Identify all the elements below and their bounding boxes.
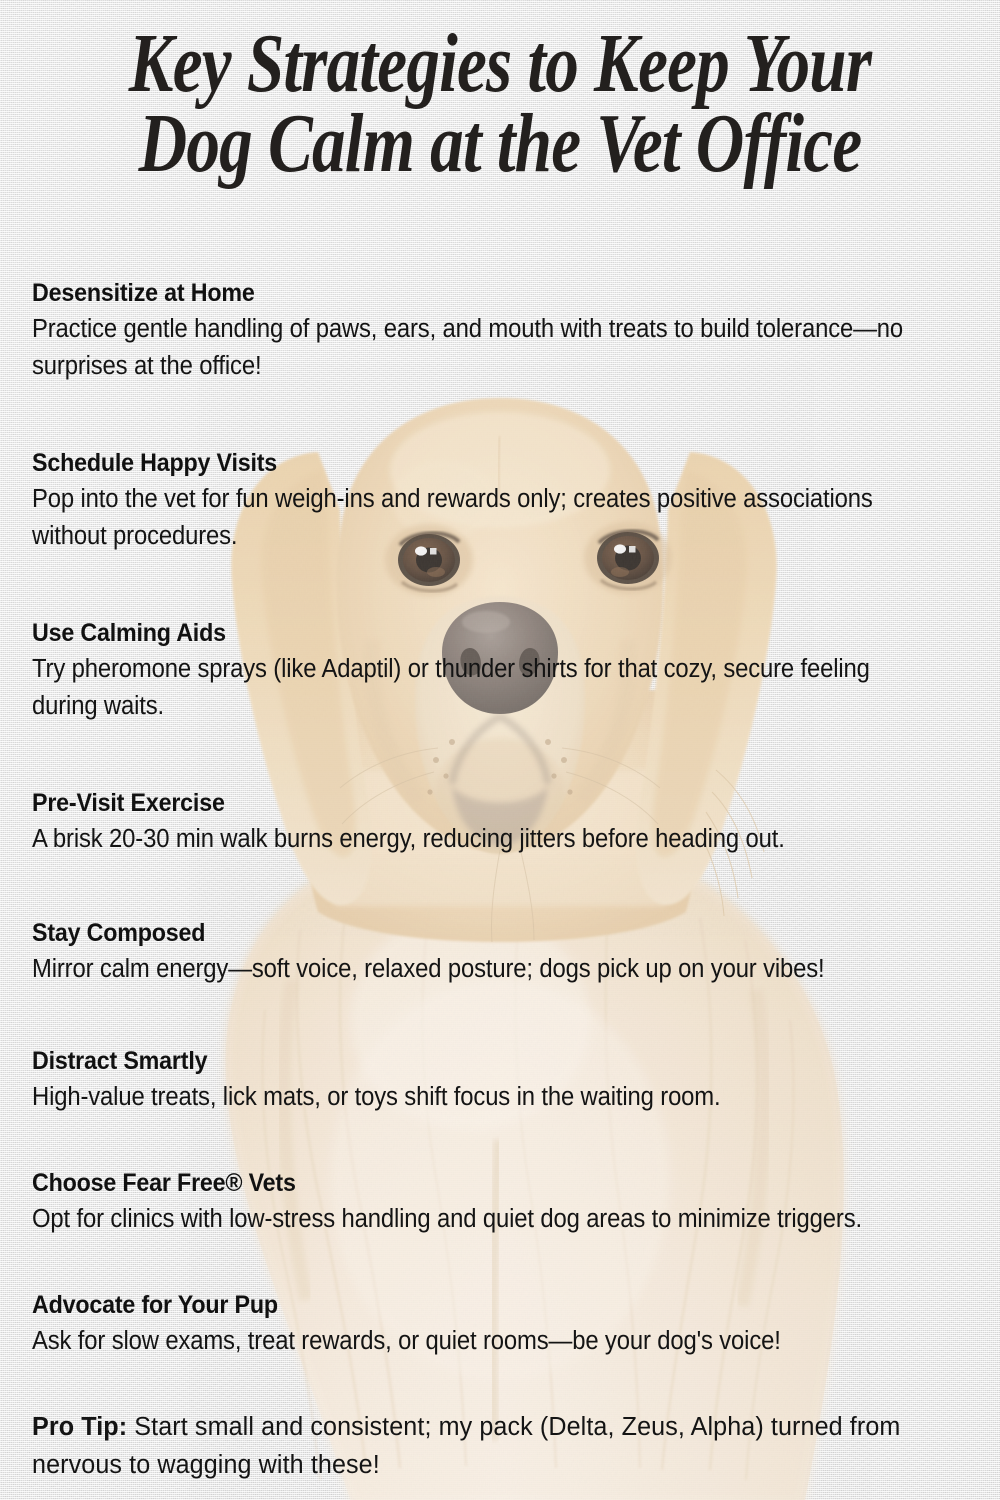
tip-heading: Pre-Visit Exercise bbox=[32, 789, 225, 817]
tip-section-pre-visit-exercise bbox=[32, 788, 837, 858]
tip-body: Practice gentle handling of paws, ears, and mouth with treats to build tolerance—no surprises at the office! bbox=[32, 315, 904, 380]
tip-heading: Choose Fear Free® Vets bbox=[32, 1169, 296, 1197]
tip-section-schedule-happy-visits bbox=[32, 448, 968, 555]
tip-body: Ask for slow exams, treat rewards, or quiet rooms—be your dog's voice! bbox=[32, 1327, 781, 1355]
tip-section-stay-composed bbox=[32, 918, 880, 988]
tip-body: Mirror calm energy—soft voice, relaxed posture; dogs pick up on your vibes! bbox=[32, 955, 825, 983]
pro-tip-text bbox=[32, 1408, 954, 1484]
pro-tip-label: Pro Tip: bbox=[32, 1413, 128, 1441]
pro-tip-body: Start small and consistent; my pack (Delta, Zeus, Alpha) turned from nervous to wagging with these! bbox=[32, 1413, 901, 1479]
tip-heading: Desensitize at Home bbox=[32, 279, 255, 307]
tip-body: Pop into the vet for fun weigh-ins and rewards only; creates positive associations without procedures. bbox=[32, 485, 873, 550]
title-line-1: Key Strategies to Keep Your bbox=[128, 17, 872, 110]
tip-section-desensitize-at-home bbox=[32, 278, 968, 385]
tip-body: A brisk 20-30 min walk burns energy, reducing jitters before heading out. bbox=[32, 825, 785, 853]
pro-tip-section bbox=[32, 1408, 968, 1484]
tip-heading: Stay Composed bbox=[32, 919, 206, 947]
tip-section-advocate-for-your-pup bbox=[32, 1290, 833, 1360]
page-title bbox=[0, 17, 1000, 190]
tip-heading: Schedule Happy Visits bbox=[32, 449, 278, 477]
tip-heading: Advocate for Your Pup bbox=[32, 1291, 278, 1319]
tip-body: Opt for clinics with low-stress handling and quiet dog areas to minimize triggers. bbox=[32, 1205, 862, 1233]
tip-section-use-calming-aids bbox=[32, 618, 968, 725]
tip-heading: Distract Smartly bbox=[32, 1047, 208, 1075]
tip-body: Try pheromone sprays (like Adaptil) or thunder shirts for that cozy, secure feeling during waits. bbox=[32, 655, 870, 720]
title-line-2: Dog Calm at the Vet Office bbox=[138, 97, 862, 190]
tip-section-distract-smartly bbox=[32, 1046, 768, 1116]
tip-section-choose-fear-free-vets bbox=[32, 1168, 920, 1238]
tip-heading: Use Calming Aids bbox=[32, 619, 226, 647]
tip-body: High-value treats, lick mats, or toys shift focus in the waiting room. bbox=[32, 1083, 721, 1111]
